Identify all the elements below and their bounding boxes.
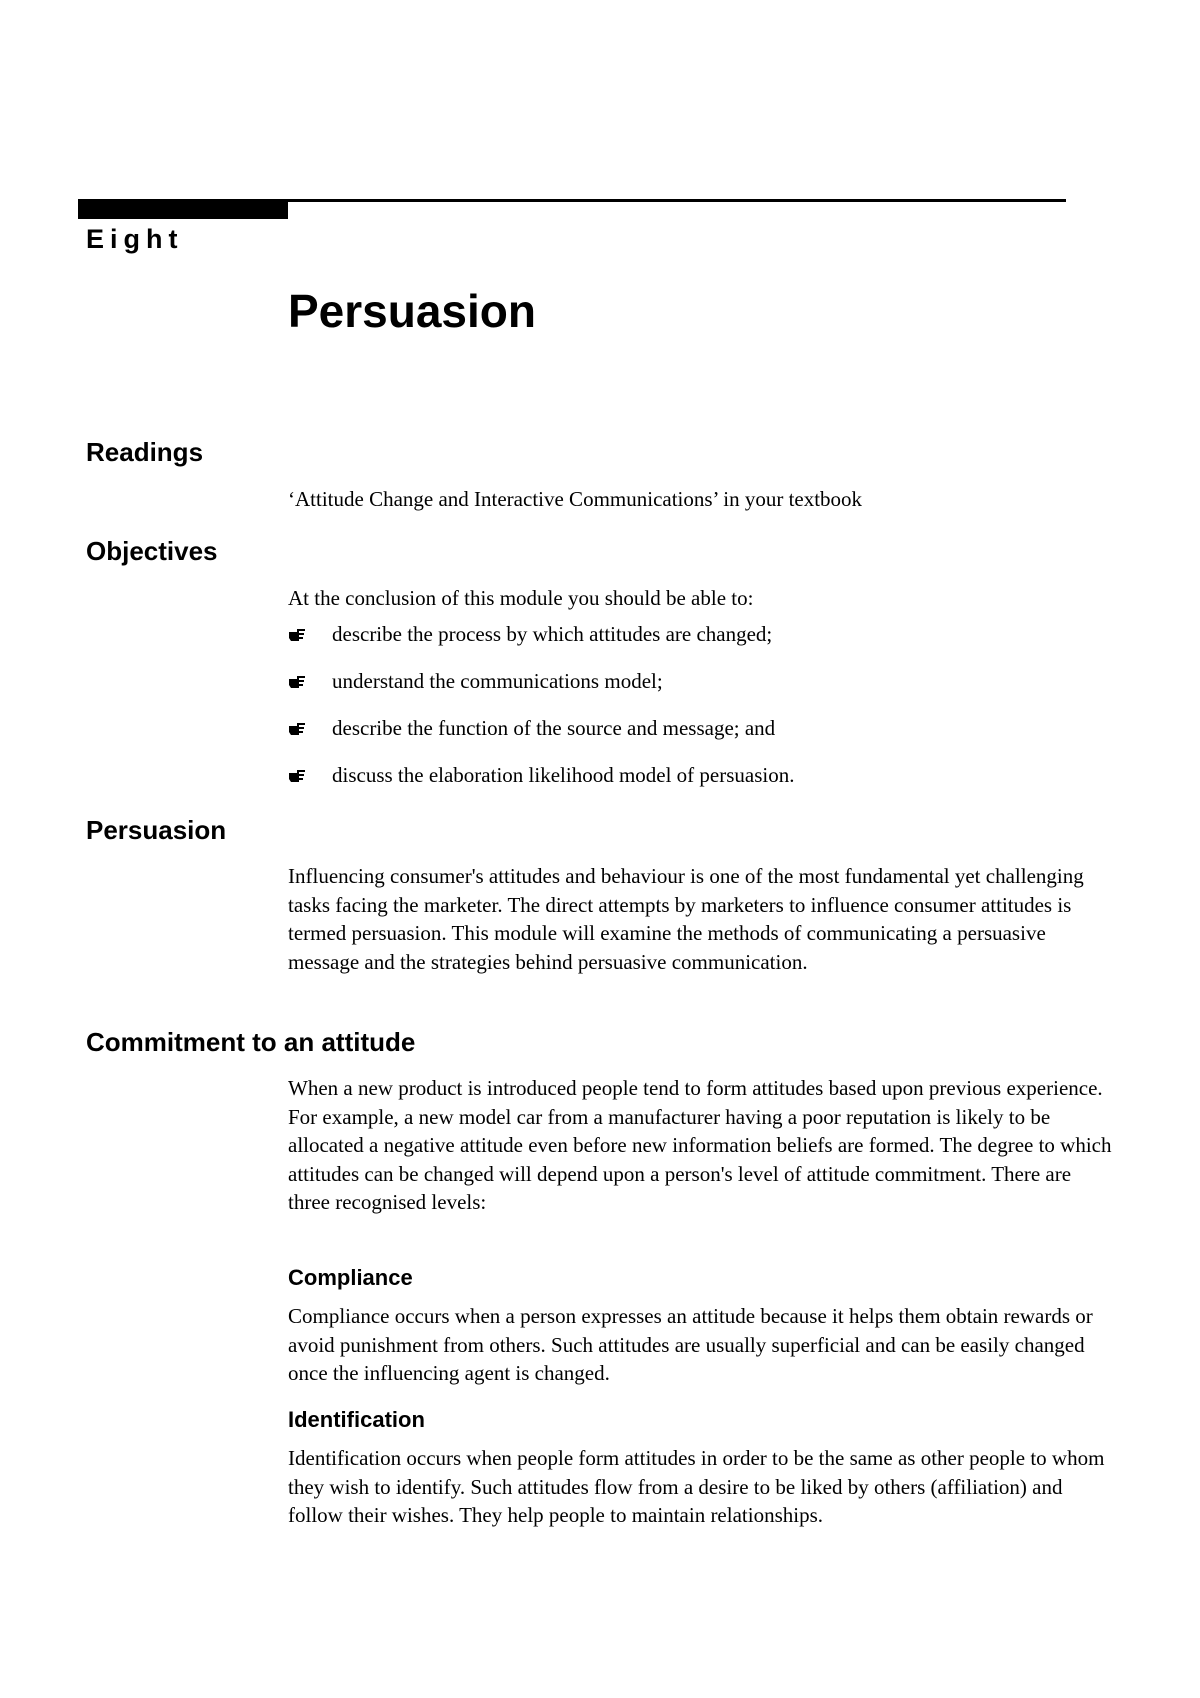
persuasion-heading: Persuasion	[86, 815, 227, 845]
chapter-title: Persuasion	[288, 285, 536, 337]
pointing-hand-icon	[288, 720, 306, 736]
identification-heading: Identification	[288, 1407, 425, 1432]
list-item	[288, 620, 1118, 667]
objectives-intro: At the conclusion of this module you should be able to:	[288, 586, 754, 610]
list-item	[288, 761, 1118, 808]
identification-paragraph: Identification occurs when people form attitudes in order to be the same as other people to whom they wish to identify. Such attitudes flow from a desire to be liked by others (affiliation) and follow their wishes. They help people to maintain relationships.	[288, 1446, 1105, 1528]
chapter-number-label: Eight	[86, 224, 184, 254]
chapter-header-bar	[78, 199, 288, 219]
compliance-paragraph: Compliance occurs when a person expresses an attitude because it helps them obtain rewards or avoid punishment from others. Such attitudes are usually superficial and can be easily changed once the influencing agent is changed.	[288, 1304, 1093, 1386]
objective-text: describe the function of the source and message; and	[332, 716, 776, 740]
pointing-hand-icon	[288, 767, 306, 783]
objective-text: understand the communications model;	[332, 669, 663, 693]
objective-text: describe the process by which attitudes are changed;	[332, 622, 773, 646]
pointing-hand-icon	[288, 673, 306, 689]
compliance-heading: Compliance	[288, 1265, 413, 1290]
commitment-paragraph: When a new product is introduced people tend to form attitudes based upon previous experience. For example, a new model car from a manufacturer having a poor reputation is likely to be allocated a negative attitude even before new information beliefs are formed. The degree to which attitudes can be changed will depend upon a person's level of attitude commitment. There are three recognised levels:	[288, 1076, 1112, 1215]
objective-text: discuss the elaboration likelihood model of persuasion.	[332, 763, 795, 787]
readings-heading: Readings	[86, 437, 204, 467]
objectives-heading: Objectives	[86, 536, 218, 566]
commitment-heading: Commitment to an attitude	[86, 1027, 416, 1057]
persuasion-paragraph: Influencing consumer's attitudes and behaviour is one of the most fundamental yet challenging tasks facing the marketer. The direct attempts by marketers to influence consumer attitudes is termed persuasion. This module will examine the methods of communicating a persuasive message and the strategies behind persuasive communication.	[288, 864, 1084, 974]
objectives-list	[288, 620, 1118, 808]
list-item	[288, 667, 1118, 714]
list-item	[288, 714, 1118, 761]
pointing-hand-icon	[288, 626, 306, 642]
readings-text: ‘Attitude Change and Interactive Communications’ in your textbook	[288, 487, 863, 511]
